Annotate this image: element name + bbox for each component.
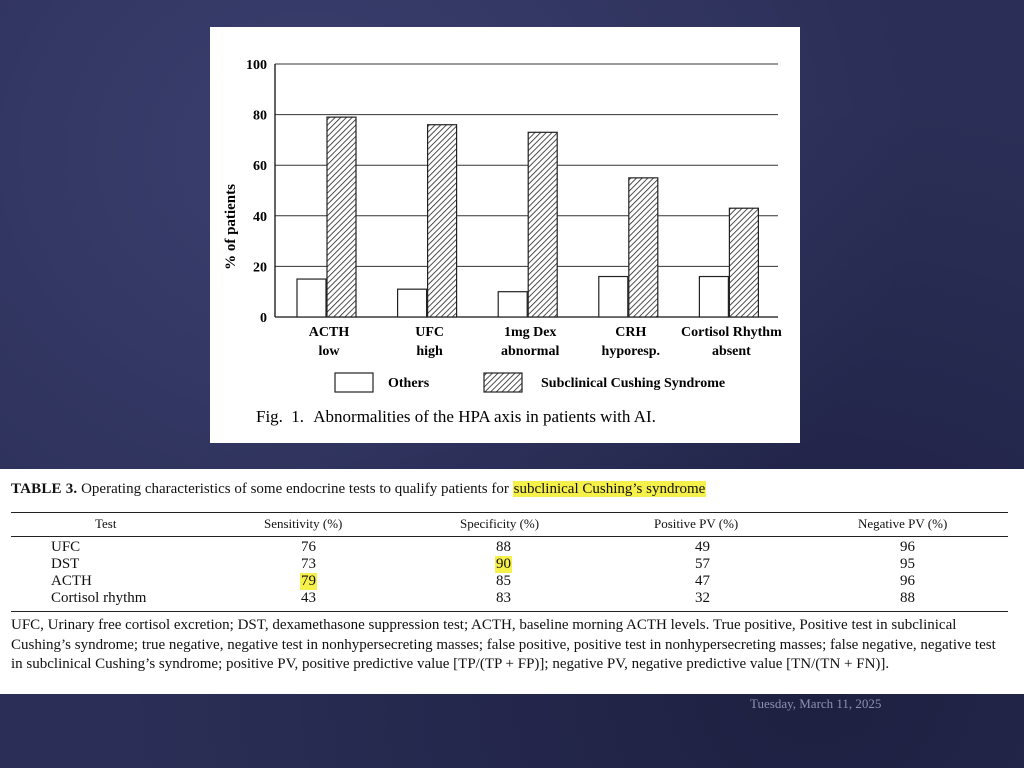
x-tick-label: hyporesp. [601, 344, 661, 359]
table-label: TABLE 3. [11, 481, 78, 497]
x-tick-label: 1mg Dex [503, 325, 557, 340]
caption-text: Abnormalities of the HPA axis in patients with AI. [313, 407, 656, 426]
table-cell: 76 [301, 539, 316, 555]
table-title [11, 481, 706, 498]
bar-subclinical [327, 117, 356, 317]
table-cell: UFC [51, 539, 81, 555]
table-cell: ACTH [51, 573, 92, 589]
legend [335, 373, 725, 392]
table-panel [0, 469, 1024, 694]
bar-chart [210, 27, 800, 443]
figure-caption [256, 407, 656, 426]
bar-subclinical [629, 178, 658, 317]
table-cell: 95 [900, 556, 915, 572]
table-cell: 49 [695, 539, 710, 555]
y-axis-label: % of patients [223, 184, 239, 270]
bar-others [398, 289, 427, 317]
bar-others [599, 277, 628, 317]
y-tick-label: 80 [253, 108, 267, 124]
table-cell: 85 [496, 573, 511, 589]
y-tick-label: 40 [253, 209, 267, 225]
table-header-rule [11, 536, 1008, 537]
bar-others [297, 279, 326, 317]
table-cell: 88 [900, 590, 915, 606]
x-tick-label: UFC [415, 325, 444, 340]
table-cell: 43 [301, 590, 316, 606]
table-cell: 96 [900, 573, 915, 589]
col-header-sensitivity: Sensitivity (%) [264, 516, 343, 531]
col-header-test: Test [95, 516, 117, 531]
figure-panel [210, 27, 800, 443]
x-tick-label: absent [711, 344, 751, 359]
x-tick-label: abnormal [501, 344, 560, 359]
col-header-positive-pv: Positive PV (%) [654, 516, 739, 531]
x-tick-label: ACTH [308, 325, 350, 340]
bars [297, 117, 758, 317]
legend-label-subclinical: Subclinical Cushing Syndrome [541, 376, 726, 391]
bar-others [699, 277, 728, 317]
table-bottom-rule [11, 611, 1008, 612]
table-cell: DST [51, 556, 80, 572]
x-tick-label: high [416, 344, 443, 359]
table-title-highlight: subclinical Cushing’s syndrome [513, 481, 706, 497]
y-tick-label: 0 [260, 311, 267, 326]
bar-others [498, 292, 527, 317]
table-cell: 47 [695, 573, 710, 589]
table-cell: Cortisol rhythm [51, 590, 147, 606]
caption-number: 1. [291, 407, 304, 426]
table-top-rule [11, 512, 1008, 513]
table-cell-highlighted: 79 [301, 573, 316, 589]
table-cell: 96 [900, 539, 915, 555]
table-title-text: Operating characteristics of some endocrine tests to qualify patients for [81, 481, 509, 497]
table-cell: 83 [496, 590, 511, 606]
table-cell-highlighted: 90 [496, 556, 511, 572]
col-header-negative-pv: Negative PV (%) [858, 516, 948, 531]
bar-subclinical [528, 132, 557, 317]
y-tick-label: 60 [253, 159, 267, 175]
legend-swatch-others [335, 373, 373, 392]
bar-subclinical [729, 208, 758, 317]
table-cell: 73 [301, 556, 316, 572]
table-cell: 57 [695, 556, 710, 572]
x-tick-label: CRH [615, 325, 647, 340]
x-tick-label: Cortisol Rhythm [681, 325, 782, 340]
legend-swatch-subclinical [484, 373, 522, 392]
table-cell: 32 [695, 590, 710, 606]
x-tick-label: low [318, 344, 340, 359]
y-tick-label: 100 [246, 58, 267, 73]
slide-date: Tuesday, March 11, 2025 [750, 696, 882, 711]
table-cell: 88 [496, 539, 511, 555]
col-header-specificity: Specificity (%) [460, 516, 540, 531]
bar-subclinical [428, 125, 457, 317]
caption-prefix: Fig. [256, 407, 283, 426]
table-footnote: UFC, Urinary free cortisol excretion; DST, dexamethasone suppression test; ACTH, baseline morning ACTH levels. True positive, Positive test in subclinical Cushing’s syndrome; true negative, negative test in nonhypersecreting masses; false positive, positive test in nonhypersecreting masses; false negative, negative test in subclinical Cushing’s syndrome; positive PV, positive predictive value [TP/(TP + FP)]; negative PV, negative predictive value [TN/(TN + FN)]. [11, 617, 996, 672]
y-tick-label: 20 [253, 260, 267, 276]
legend-label-others: Others [388, 376, 430, 391]
